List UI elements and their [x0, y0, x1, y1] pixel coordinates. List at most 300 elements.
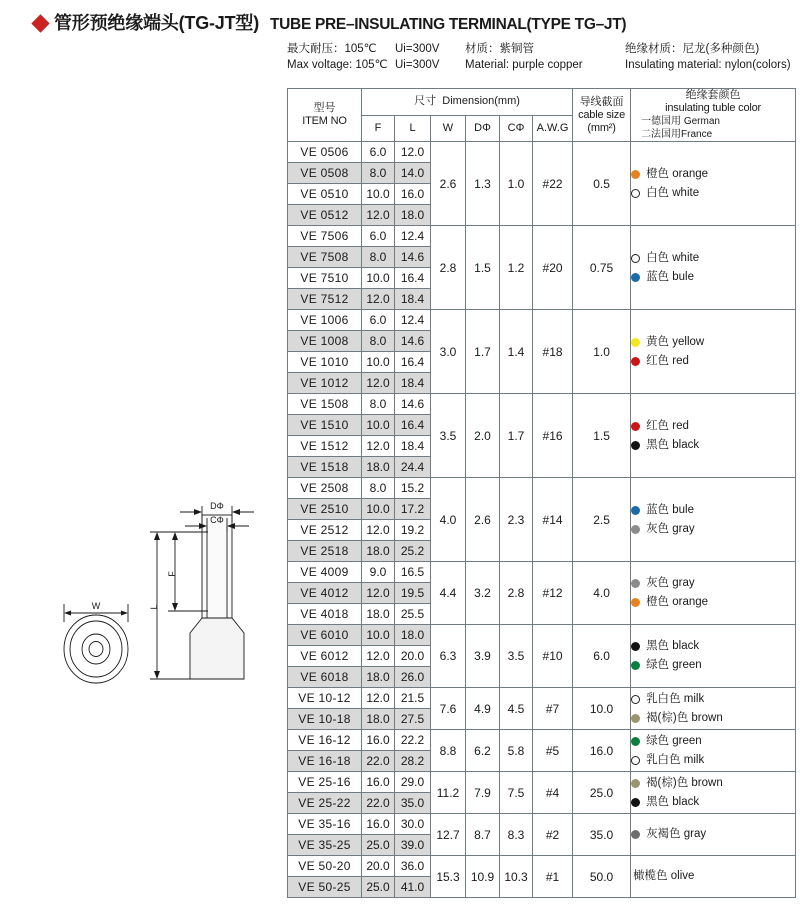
color-label: 灰色 gray [646, 522, 695, 535]
cell-item-no: VE 10-12 [288, 688, 362, 709]
cell-insulating-colors [631, 625, 796, 688]
cell-w: 8.8 [431, 730, 466, 772]
cell-l: 14.6 [395, 394, 431, 415]
table-row [288, 310, 796, 331]
cell-item-no: VE 1006 [288, 310, 362, 331]
cell-f: 18.0 [362, 457, 395, 478]
cell-awg: #20 [533, 226, 573, 310]
cell-item-no: VE 6010 [288, 625, 362, 646]
cell-awg: #4 [533, 772, 573, 814]
cell-f: 16.0 [362, 772, 395, 793]
cell-l: 16.0 [395, 184, 431, 205]
cell-f: 12.0 [362, 583, 395, 604]
cell-item-no: VE 1012 [288, 373, 362, 394]
cell-item-no: VE 0512 [288, 205, 362, 226]
cell-f: 18.0 [362, 541, 395, 562]
color-option [631, 825, 795, 844]
cell-f: 6.0 [362, 226, 395, 247]
cell-f: 10.0 [362, 499, 395, 520]
cell-c: 10.3 [500, 856, 533, 898]
cell-item-no: VE 50-25 [288, 877, 362, 898]
cell-f: 12.0 [362, 520, 395, 541]
color-label: 灰褐色 gray [646, 828, 707, 840]
spec-material-en: Material: purple copper [465, 59, 583, 71]
cell-d: 1.3 [466, 142, 500, 226]
cell-item-no: VE 25-22 [288, 793, 362, 814]
cell-l: 27.5 [395, 709, 431, 730]
cell-f: 10.0 [362, 184, 395, 205]
cell-d: 2.6 [466, 478, 500, 562]
color-label: 红色 red [646, 419, 689, 432]
cell-insulating-colors [631, 562, 796, 625]
cell-l: 28.2 [395, 751, 431, 772]
cell-c: 1.0 [500, 142, 533, 226]
color-label: 白色 white [646, 186, 700, 199]
color-swatch-icon [631, 695, 640, 704]
color-swatch-icon [631, 579, 640, 588]
cell-item-no: VE 35-25 [288, 835, 362, 856]
color-label: 红色 red [646, 354, 689, 367]
cell-l: 24.4 [395, 457, 431, 478]
color-label: 乳白色 milk [646, 692, 705, 705]
cell-f: 8.0 [362, 163, 395, 184]
table-row [288, 394, 796, 415]
spec-insulation-label-cn: 绝缘材质： [625, 43, 683, 55]
cell-d: 1.5 [466, 226, 500, 310]
color-swatch-icon [631, 798, 640, 807]
table-row [288, 856, 796, 877]
cell-item-no: VE 35-16 [288, 814, 362, 835]
table-row [288, 730, 796, 751]
cell-f: 16.0 [362, 814, 395, 835]
header-c: CΦ [500, 115, 533, 142]
side-view-body [190, 515, 244, 679]
cell-item-no: VE 7506 [288, 226, 362, 247]
cell-f: 20.0 [362, 856, 395, 877]
table-row [288, 478, 796, 499]
terminal-dimension-drawing [30, 482, 292, 704]
cell-item-no: VE 1508 [288, 394, 362, 415]
diamond-bullet-icon [31, 14, 49, 32]
header-d: DΦ [466, 115, 500, 142]
cell-d: 8.7 [466, 814, 500, 856]
spec-voltage-label-cn: 最大耐压： [287, 43, 345, 55]
cell-f: 12.0 [362, 205, 395, 226]
cell-d: 3.2 [466, 562, 500, 625]
spec-insulation-en: Insulating material: nylon(colors) [625, 59, 791, 71]
header-insulating-color [631, 89, 796, 142]
spec-voltage-en: Max voltage: 105℃ [287, 59, 388, 71]
cell-f: 18.0 [362, 709, 395, 730]
cell-item-no: VE 7508 [288, 247, 362, 268]
cell-l: 14.0 [395, 163, 431, 184]
cell-insulating-colors [631, 310, 796, 394]
color-option [631, 268, 795, 287]
table-row [288, 772, 796, 793]
color-label: 绿色 green [646, 734, 702, 747]
cell-f: 10.0 [362, 268, 395, 289]
cell-w: 12.7 [431, 814, 466, 856]
cell-f: 8.0 [362, 478, 395, 499]
cell-awg: #14 [533, 478, 573, 562]
color-option [631, 574, 795, 593]
drawing-label-d: DΦ [210, 501, 224, 511]
cell-c: 2.8 [500, 562, 533, 625]
cell-l: 17.2 [395, 499, 431, 520]
cell-item-no: VE 1518 [288, 457, 362, 478]
color-swatch-icon [631, 756, 640, 765]
cell-cable: 6.0 [573, 625, 631, 688]
color-swatch-icon [631, 189, 640, 198]
cell-l: 14.6 [395, 331, 431, 352]
cell-item-no: VE 4012 [288, 583, 362, 604]
cell-l: 12.0 [395, 142, 431, 163]
header-color-note-france: 二法国用France [641, 129, 713, 140]
cell-d: 6.2 [466, 730, 500, 772]
cell-item-no: VE 0510 [288, 184, 362, 205]
spec-line-english [287, 57, 800, 73]
header-color-note-german: 一德国用 German [641, 116, 720, 127]
cell-d: 4.9 [466, 688, 500, 730]
cell-f: 8.0 [362, 247, 395, 268]
cell-f: 12.0 [362, 688, 395, 709]
cell-c: 4.5 [500, 688, 533, 730]
cell-item-no: VE 4018 [288, 604, 362, 625]
cell-c: 1.4 [500, 310, 533, 394]
cell-l: 12.4 [395, 310, 431, 331]
color-swatch-icon [631, 661, 640, 670]
drawing-label-c: CΦ [210, 515, 224, 525]
cell-f: 8.0 [362, 394, 395, 415]
color-option [631, 867, 795, 886]
cell-item-no: VE 0506 [288, 142, 362, 163]
cell-awg: #1 [533, 856, 573, 898]
color-label: 橄榄色 olive [633, 870, 695, 882]
header-color-cn: 绝缘套颜色 [685, 89, 741, 101]
cell-cable: 2.5 [573, 478, 631, 562]
color-option [631, 165, 795, 184]
cell-f: 6.0 [362, 310, 395, 331]
cell-l: 14.6 [395, 247, 431, 268]
color-option [631, 333, 795, 352]
cell-insulating-colors [631, 688, 796, 730]
header-dimension-cn: 尺寸 [414, 95, 437, 108]
cell-l: 18.4 [395, 289, 431, 310]
cell-cable: 0.75 [573, 226, 631, 310]
cell-l: 26.0 [395, 667, 431, 688]
page-title-english: TUBE PRE–INSULATING TERMINAL(TYPE TG–JT) [269, 16, 627, 33]
cell-w: 2.6 [431, 142, 466, 226]
cell-l: 16.4 [395, 415, 431, 436]
header-cable-size-unit: (mm²) [587, 121, 616, 134]
cell-insulating-colors [631, 814, 796, 856]
cell-item-no: VE 2508 [288, 478, 362, 499]
color-swatch-icon [631, 441, 640, 450]
cell-cable: 1.0 [573, 310, 631, 394]
cell-item-no: VE 7510 [288, 268, 362, 289]
page-title-chinese: 管形预绝缘端头(TG-JT型) [54, 13, 259, 33]
cell-f: 8.0 [362, 331, 395, 352]
color-swatch-icon [631, 170, 640, 179]
cell-cable: 1.5 [573, 394, 631, 478]
header-cable-size-en: cable size [578, 108, 626, 121]
color-option [631, 520, 795, 539]
cell-item-no: VE 1510 [288, 415, 362, 436]
cell-awg: #10 [533, 625, 573, 688]
color-option [631, 656, 795, 675]
color-option [631, 793, 795, 812]
table-row [288, 625, 796, 646]
color-swatch-icon [631, 598, 640, 607]
color-swatch-icon [631, 737, 640, 746]
cell-l: 29.0 [395, 772, 431, 793]
table-row [288, 814, 796, 835]
spec-line-chinese [287, 41, 800, 57]
cell-d: 1.7 [466, 310, 500, 394]
cell-w: 4.4 [431, 562, 466, 625]
cell-l: 36.0 [395, 856, 431, 877]
specification-summary [287, 41, 800, 73]
cell-item-no: VE 6012 [288, 646, 362, 667]
cell-f: 18.0 [362, 667, 395, 688]
cell-w: 11.2 [431, 772, 466, 814]
cell-awg: #16 [533, 394, 573, 478]
header-color-en: insulating tuble color [665, 102, 761, 114]
table-row [288, 562, 796, 583]
cell-c: 1.2 [500, 226, 533, 310]
cell-l: 22.2 [395, 730, 431, 751]
cell-f: 12.0 [362, 289, 395, 310]
table-row [288, 688, 796, 709]
cell-awg: #5 [533, 730, 573, 772]
page-title [34, 9, 626, 35]
cell-item-no: VE 1008 [288, 331, 362, 352]
cell-f: 6.0 [362, 142, 395, 163]
cell-insulating-colors [631, 856, 796, 898]
cell-cable: 25.0 [573, 772, 631, 814]
cell-l: 25.2 [395, 541, 431, 562]
cell-w: 6.3 [431, 625, 466, 688]
cell-d: 10.9 [466, 856, 500, 898]
color-label: 绿色 green [646, 659, 702, 671]
header-w: W [431, 115, 466, 142]
cell-w: 4.0 [431, 478, 466, 562]
cell-item-no: VE 0508 [288, 163, 362, 184]
cell-l: 19.2 [395, 520, 431, 541]
cell-f: 22.0 [362, 793, 395, 814]
cell-item-no: VE 6018 [288, 667, 362, 688]
color-label: 黑色 black [646, 640, 700, 652]
cell-l: 41.0 [395, 877, 431, 898]
color-option [631, 690, 795, 709]
color-swatch-icon [631, 273, 640, 282]
cell-item-no: VE 50-20 [288, 856, 362, 877]
header-dimension-en: Dimension(mm) [442, 95, 520, 108]
header-dimension [362, 89, 573, 116]
color-option [631, 732, 795, 751]
cell-item-no: VE 25-16 [288, 772, 362, 793]
cell-awg: #7 [533, 688, 573, 730]
color-swatch-icon [631, 779, 640, 788]
color-swatch-icon [631, 254, 640, 263]
color-swatch-icon [631, 525, 640, 534]
cell-item-no: VE 10-18 [288, 709, 362, 730]
cell-insulating-colors [631, 478, 796, 562]
cell-l: 39.0 [395, 835, 431, 856]
cell-cable: 50.0 [573, 856, 631, 898]
color-option [631, 184, 795, 203]
color-label: 乳白色 milk [646, 753, 705, 766]
cell-cable: 35.0 [573, 814, 631, 856]
color-label: 白色 white [646, 251, 700, 264]
header-item-no [288, 89, 362, 142]
cell-c: 1.7 [500, 394, 533, 478]
cell-f: 25.0 [362, 835, 395, 856]
color-swatch-icon [631, 642, 640, 651]
color-label: 黄色 yellow [646, 335, 705, 348]
cell-item-no: VE 1010 [288, 352, 362, 373]
cell-awg: #22 [533, 142, 573, 226]
cell-l: 21.5 [395, 688, 431, 709]
header-f: F [362, 115, 395, 142]
header-cable-size-cn: 导线截面 [579, 95, 624, 108]
spec-voltage-value-cn: 105℃ [344, 43, 377, 55]
cell-f: 18.0 [362, 604, 395, 625]
color-label: 橙色 orange [646, 167, 709, 180]
table-row [288, 142, 796, 163]
color-option [631, 709, 795, 728]
table-body [288, 142, 796, 898]
cell-f: 12.0 [362, 373, 395, 394]
cell-cable: 0.5 [573, 142, 631, 226]
cell-insulating-colors [631, 772, 796, 814]
cell-item-no: VE 2518 [288, 541, 362, 562]
cell-insulating-colors [631, 226, 796, 310]
cell-l: 16.5 [395, 562, 431, 583]
cell-l: 18.0 [395, 625, 431, 646]
color-option [631, 501, 795, 520]
cell-item-no: VE 2510 [288, 499, 362, 520]
cell-c: 3.5 [500, 625, 533, 688]
cell-l: 19.5 [395, 583, 431, 604]
cell-awg: #12 [533, 562, 573, 625]
color-label: 黑色 black [646, 438, 700, 451]
spec-material-value-cn: 紫铜管 [499, 43, 534, 55]
cell-l: 30.0 [395, 814, 431, 835]
cell-f: 10.0 [362, 625, 395, 646]
cell-f: 22.0 [362, 751, 395, 772]
cell-c: 7.5 [500, 772, 533, 814]
table-header [288, 89, 796, 142]
cell-cable: 10.0 [573, 688, 631, 730]
header-item-no-en: ITEM NO [302, 115, 347, 127]
color-swatch-icon [631, 830, 640, 839]
header-l: L [395, 115, 431, 142]
cell-cable: 16.0 [573, 730, 631, 772]
cell-cable: 4.0 [573, 562, 631, 625]
cell-item-no: VE 16-18 [288, 751, 362, 772]
color-label: 褐(棕)色 brown [646, 776, 723, 789]
cell-l: 18.0 [395, 205, 431, 226]
cell-item-no: VE 2512 [288, 520, 362, 541]
cell-item-no: VE 16-12 [288, 730, 362, 751]
color-swatch-icon [631, 506, 640, 515]
cell-w: 2.8 [431, 226, 466, 310]
cell-d: 7.9 [466, 772, 500, 814]
cell-item-no: VE 7512 [288, 289, 362, 310]
color-label: 蓝色 bule [646, 503, 694, 516]
cell-awg: #18 [533, 310, 573, 394]
cell-l: 12.4 [395, 226, 431, 247]
table-row [288, 226, 796, 247]
color-swatch-icon [631, 338, 640, 347]
cell-c: 2.3 [500, 478, 533, 562]
cell-w: 3.0 [431, 310, 466, 394]
spec-material-label-cn: 材质： [465, 43, 500, 55]
cell-item-no: VE 1512 [288, 436, 362, 457]
color-option [631, 751, 795, 770]
cell-insulating-colors [631, 394, 796, 478]
cell-f: 16.0 [362, 730, 395, 751]
cell-l: 35.0 [395, 793, 431, 814]
cell-d: 2.0 [466, 394, 500, 478]
cell-item-no: VE 4009 [288, 562, 362, 583]
header-item-no-cn: 型号 [313, 102, 336, 114]
color-option [631, 774, 795, 793]
color-option [631, 436, 795, 455]
cell-f: 25.0 [362, 877, 395, 898]
color-swatch-icon [631, 357, 640, 366]
color-swatch-icon [631, 714, 640, 723]
cell-l: 18.4 [395, 373, 431, 394]
drawing-svg [30, 482, 292, 704]
spec-insulation-value-cn: 尼龙(多种颜色) [682, 43, 760, 55]
spec-ui-en: Ui=300V [395, 59, 440, 71]
color-option [631, 249, 795, 268]
cell-f: 9.0 [362, 562, 395, 583]
cell-f: 10.0 [362, 352, 395, 373]
cell-f: 12.0 [362, 646, 395, 667]
color-label: 蓝色 bule [646, 270, 694, 283]
color-option [631, 637, 795, 656]
drawing-label-w: W [91, 601, 101, 611]
cell-f: 12.0 [362, 436, 395, 457]
color-label: 橙色 orange [646, 596, 709, 608]
color-option [631, 417, 795, 436]
cell-w: 3.5 [431, 394, 466, 478]
header-cable-size [573, 89, 631, 142]
color-swatch-icon [631, 422, 640, 431]
drawing-label-l: L [149, 604, 159, 610]
cell-l: 25.5 [395, 604, 431, 625]
color-label: 灰色 gray [646, 577, 695, 589]
cell-c: 8.3 [500, 814, 533, 856]
cell-l: 20.0 [395, 646, 431, 667]
cell-f: 10.0 [362, 415, 395, 436]
color-label: 黑色 black [646, 795, 700, 808]
color-label: 褐(棕)色 brown [646, 711, 723, 724]
cell-d: 3.9 [466, 625, 500, 688]
cell-l: 16.4 [395, 352, 431, 373]
color-option [631, 593, 795, 612]
header-awg: A.W.G [533, 115, 573, 142]
cell-w: 15.3 [431, 856, 466, 898]
front-view-circles [64, 615, 128, 683]
cell-insulating-colors [631, 730, 796, 772]
terminal-specification-table [287, 88, 796, 898]
cell-awg: #2 [533, 814, 573, 856]
cell-w: 7.6 [431, 688, 466, 730]
